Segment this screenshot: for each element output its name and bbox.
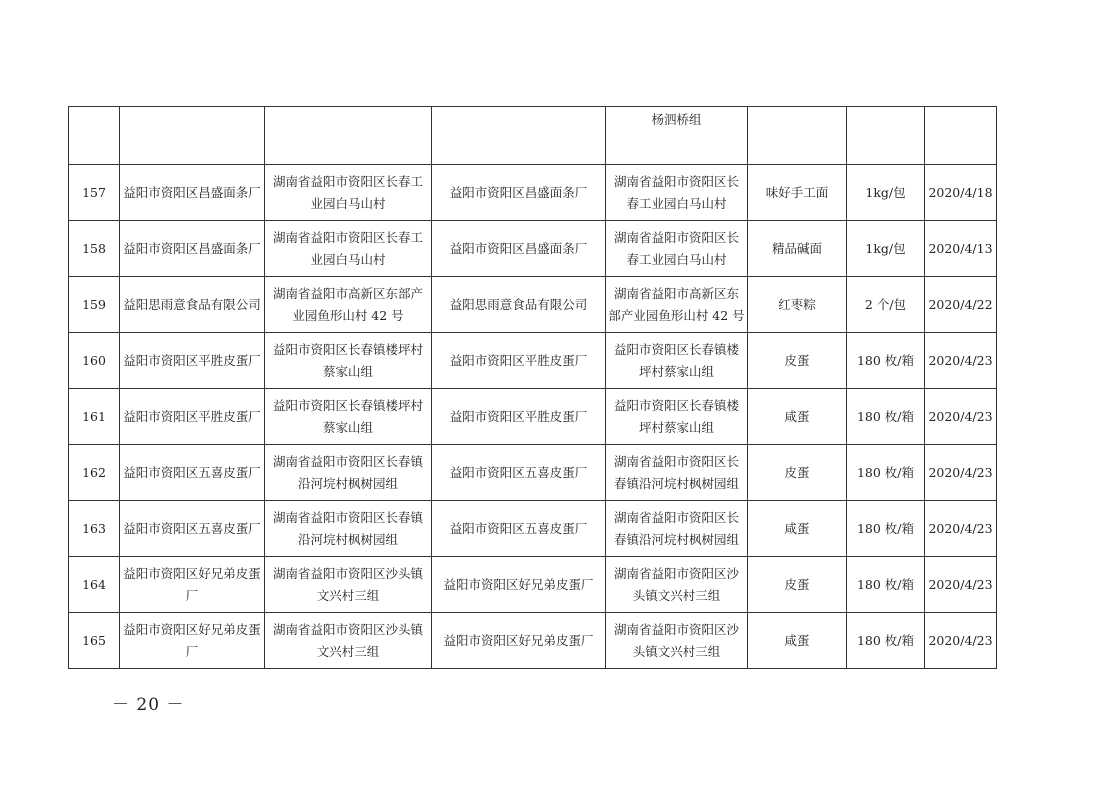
cell-no: 157	[69, 165, 120, 221]
cell-producer	[120, 107, 265, 165]
cell-seller-address: 湖南省益阳市资阳区长春镇沿河垸村枫树园组	[606, 501, 748, 557]
cell-seller: 益阳市资阳区好兄弟皮蛋厂	[432, 557, 606, 613]
cell-spec: 1kg/包	[847, 165, 925, 221]
continuation-row	[69, 107, 997, 165]
cell-seller-address: 益阳市资阳区长春镇楼坪村蔡家山组	[606, 333, 748, 389]
cell-seller-address: 湖南省益阳市资阳区长春镇沿河垸村枫树园组	[606, 445, 748, 501]
cell-seller-address: 湖南省益阳市高新区东部产业园鱼形山村 42 号	[606, 277, 748, 333]
cell-date: 2020/4/18	[925, 165, 997, 221]
cell-spec: 180 枚/箱	[847, 389, 925, 445]
cell-producer-address: 湖南省益阳市高新区东部产业园鱼形山村 42 号	[265, 277, 432, 333]
cell-no: 165	[69, 613, 120, 669]
cell-seller: 益阳市资阳区好兄弟皮蛋厂	[432, 613, 606, 669]
cell-producer-address: 湖南省益阳市资阳区长春工业园白马山村	[265, 221, 432, 277]
cell-seller: 益阳市资阳区五喜皮蛋厂	[432, 445, 606, 501]
table-row	[69, 333, 997, 389]
cell-product: 皮蛋	[748, 445, 847, 501]
cell-seller: 益阳市资阳区昌盛面条厂	[432, 165, 606, 221]
table-row	[69, 613, 997, 669]
cell-producer: 益阳市资阳区昌盛面条厂	[120, 165, 265, 221]
cell-seller: 益阳市资阳区昌盛面条厂	[432, 221, 606, 277]
cell-producer: 益阳市资阳区五喜皮蛋厂	[120, 501, 265, 557]
cell-product: 皮蛋	[748, 333, 847, 389]
cell-date: 2020/4/23	[925, 501, 997, 557]
cell-seller-address: 湖南省益阳市资阳区沙头镇文兴村三组	[606, 613, 748, 669]
cell-no: 163	[69, 501, 120, 557]
cell-product: 咸蛋	[748, 389, 847, 445]
cell-date: 2020/4/23	[925, 557, 997, 613]
cell-no: 162	[69, 445, 120, 501]
cell-date: 2020/4/23	[925, 613, 997, 669]
table-row	[69, 445, 997, 501]
cell-no: 164	[69, 557, 120, 613]
cell-producer: 益阳思雨意食品有限公司	[120, 277, 265, 333]
cell-spec: 180 枚/箱	[847, 333, 925, 389]
cell-product: 精品碱面	[748, 221, 847, 277]
cell-seller: 益阳思雨意食品有限公司	[432, 277, 606, 333]
cell-producer: 益阳市资阳区平胜皮蛋厂	[120, 333, 265, 389]
table-row	[69, 389, 997, 445]
cell-spec: 180 枚/箱	[847, 445, 925, 501]
cell-date	[925, 107, 997, 165]
cell-date: 2020/4/23	[925, 333, 997, 389]
cell-no	[69, 107, 120, 165]
cell-seller-address: 湖南省益阳市资阳区长春工业园白马山村	[606, 165, 748, 221]
cell-seller	[432, 107, 606, 165]
cell-producer-address: 益阳市资阳区长春镇楼坪村蔡家山组	[265, 333, 432, 389]
cell-seller: 益阳市资阳区平胜皮蛋厂	[432, 333, 606, 389]
table-row	[69, 557, 997, 613]
cell-producer: 益阳市资阳区平胜皮蛋厂	[120, 389, 265, 445]
cell-seller-address: 杨泗桥组	[606, 107, 748, 165]
cell-product: 味好手工面	[748, 165, 847, 221]
table-row	[69, 501, 997, 557]
cell-spec	[847, 107, 925, 165]
cell-producer-address: 湖南省益阳市资阳区长春工业园白马山村	[265, 165, 432, 221]
cell-producer: 益阳市资阳区五喜皮蛋厂	[120, 445, 265, 501]
cell-no: 159	[69, 277, 120, 333]
cell-producer-address	[265, 107, 432, 165]
cell-seller-address: 湖南省益阳市资阳区长春工业园白马山村	[606, 221, 748, 277]
cell-seller-address: 益阳市资阳区长春镇楼坪村蔡家山组	[606, 389, 748, 445]
cell-producer-address: 湖南省益阳市资阳区长春镇沿河垸村枫树园组	[265, 501, 432, 557]
page-number: － 20 －	[112, 695, 185, 715]
cell-product: 皮蛋	[748, 557, 847, 613]
cell-no: 158	[69, 221, 120, 277]
cell-date: 2020/4/23	[925, 445, 997, 501]
cell-spec: 180 枚/箱	[847, 501, 925, 557]
cell-no: 160	[69, 333, 120, 389]
sampling-table	[68, 106, 997, 669]
cell-spec: 180 枚/箱	[847, 557, 925, 613]
cell-product: 红枣粽	[748, 277, 847, 333]
table-row	[69, 165, 997, 221]
cell-date: 2020/4/22	[925, 277, 997, 333]
cell-producer-address: 湖南省益阳市资阳区长春镇沿河垸村枫树园组	[265, 445, 432, 501]
cell-producer-address: 湖南省益阳市资阳区沙头镇文兴村三组	[265, 557, 432, 613]
cell-producer: 益阳市资阳区昌盛面条厂	[120, 221, 265, 277]
cell-seller-address: 湖南省益阳市资阳区沙头镇文兴村三组	[606, 557, 748, 613]
cell-producer: 益阳市资阳区好兄弟皮蛋厂	[120, 557, 265, 613]
table-row	[69, 221, 997, 277]
cell-product	[748, 107, 847, 165]
cell-producer: 益阳市资阳区好兄弟皮蛋厂	[120, 613, 265, 669]
cell-spec: 1kg/包	[847, 221, 925, 277]
cell-product: 咸蛋	[748, 501, 847, 557]
cell-seller: 益阳市资阳区平胜皮蛋厂	[432, 389, 606, 445]
cell-date: 2020/4/13	[925, 221, 997, 277]
cell-date: 2020/4/23	[925, 389, 997, 445]
cell-spec: 2 个/包	[847, 277, 925, 333]
cell-seller: 益阳市资阳区五喜皮蛋厂	[432, 501, 606, 557]
cell-spec: 180 枚/箱	[847, 613, 925, 669]
cell-producer-address: 湖南省益阳市资阳区沙头镇文兴村三组	[265, 613, 432, 669]
table-row	[69, 277, 997, 333]
cell-producer-address: 益阳市资阳区长春镇楼坪村蔡家山组	[265, 389, 432, 445]
cell-no: 161	[69, 389, 120, 445]
cell-product: 咸蛋	[748, 613, 847, 669]
